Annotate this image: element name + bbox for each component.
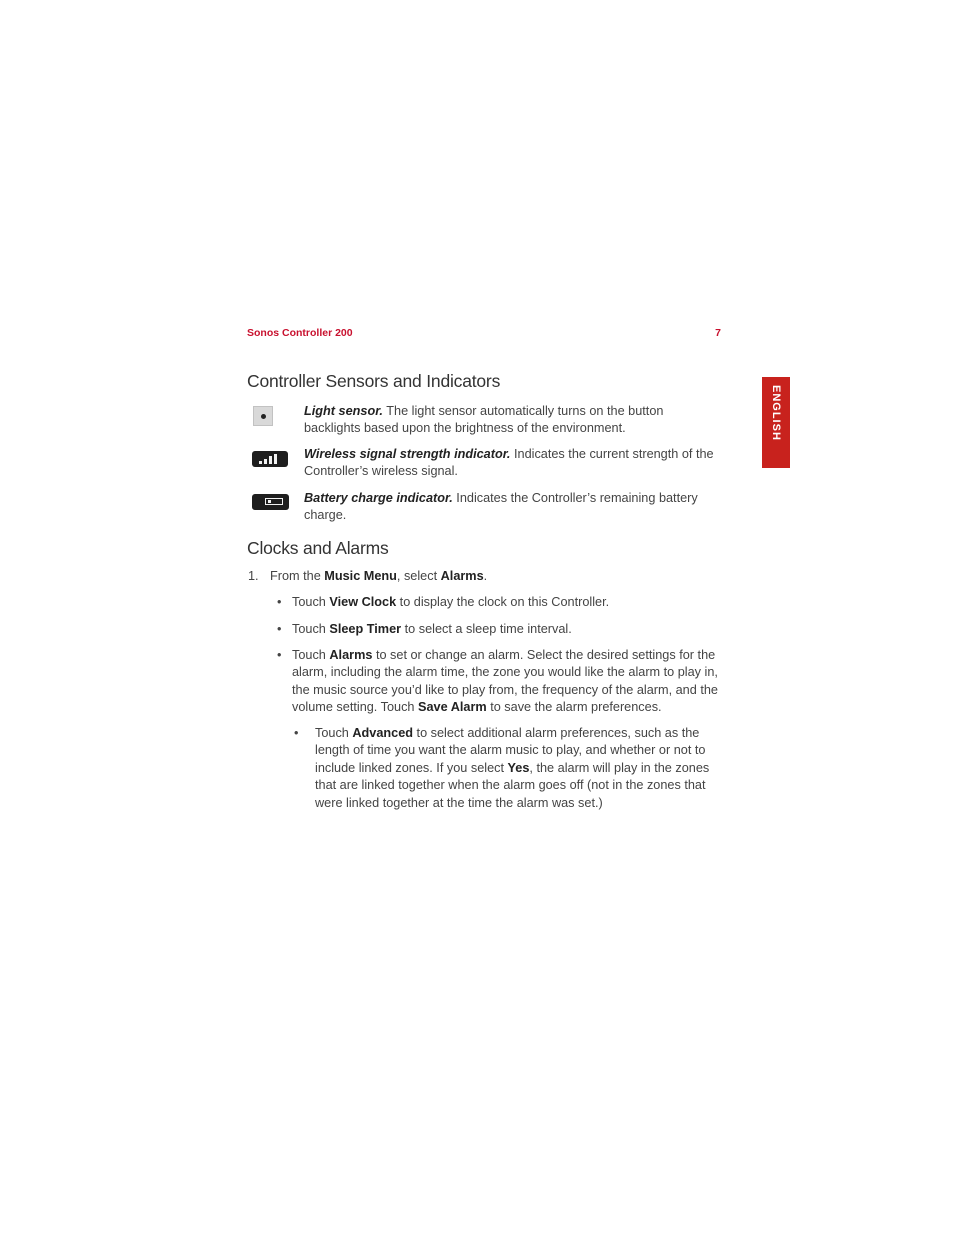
language-tab: [762, 377, 790, 468]
light-sensor-icon: [253, 406, 273, 426]
step-number: 1.: [248, 569, 259, 583]
sensor-item-battery: [304, 490, 722, 525]
bullet-marker: •: [277, 648, 282, 662]
sensor-item-text: Indicates the current strength of the Controller’s wireless signal.: [304, 447, 714, 479]
step-1-text: From the Music Menu, select Alarms.: [270, 569, 488, 583]
running-header-title: Sonos Controller 200: [247, 327, 353, 339]
bullet-marker: •: [277, 595, 282, 609]
section-heading-sensors: Controller Sensors and Indicators: [247, 371, 501, 391]
sensor-item-lead: Battery charge indicator.: [304, 491, 453, 505]
battery-icon: [252, 494, 289, 510]
sub-bullet-advanced: Touch Advanced to select additional alarm preferences, such as the length of time you want the alarm music to play, and whether or not to include linked zones. If you select Yes, the alarm will play in the zones that are linked together when the alarm goes off (not in the zones that were linked together at the time the alarm was set.): [315, 726, 710, 810]
sub-bullet-marker: •: [294, 726, 299, 740]
wireless-signal-icon: [252, 451, 288, 467]
sensor-item-wireless: [304, 446, 722, 481]
bullet-alarms: Touch Alarms to set or change an alarm. Select the desired settings for the alarm, including the alarm time, the zone you would like the alarm to play in, the music source you’d like to play from, the frequency of the alarm, and the volume setting. Touch Save Alarm to save the alarm preferences.: [292, 648, 718, 715]
sensor-item-lead: Wireless signal strength indicator.: [304, 447, 511, 461]
sensor-item-text: The light sensor automatically turns on the button backlights based upon the brightness of the environment.: [304, 404, 664, 436]
sensor-item-text: Indicates the Controller’s remaining battery charge.: [304, 491, 698, 523]
bullet-view-clock: Touch View Clock to display the clock on this Controller.: [292, 595, 610, 609]
sensor-item-lead: Light sensor.: [304, 404, 383, 418]
page-number: 7: [715, 327, 721, 339]
bullet-marker: •: [277, 622, 282, 636]
language-tab-label: ENGLISH: [770, 385, 782, 441]
sensor-item-light: [304, 403, 722, 438]
section-heading-clocks: Clocks and Alarms: [247, 538, 389, 558]
bullet-sleep-timer: Touch Sleep Timer to select a sleep time interval.: [292, 622, 572, 636]
